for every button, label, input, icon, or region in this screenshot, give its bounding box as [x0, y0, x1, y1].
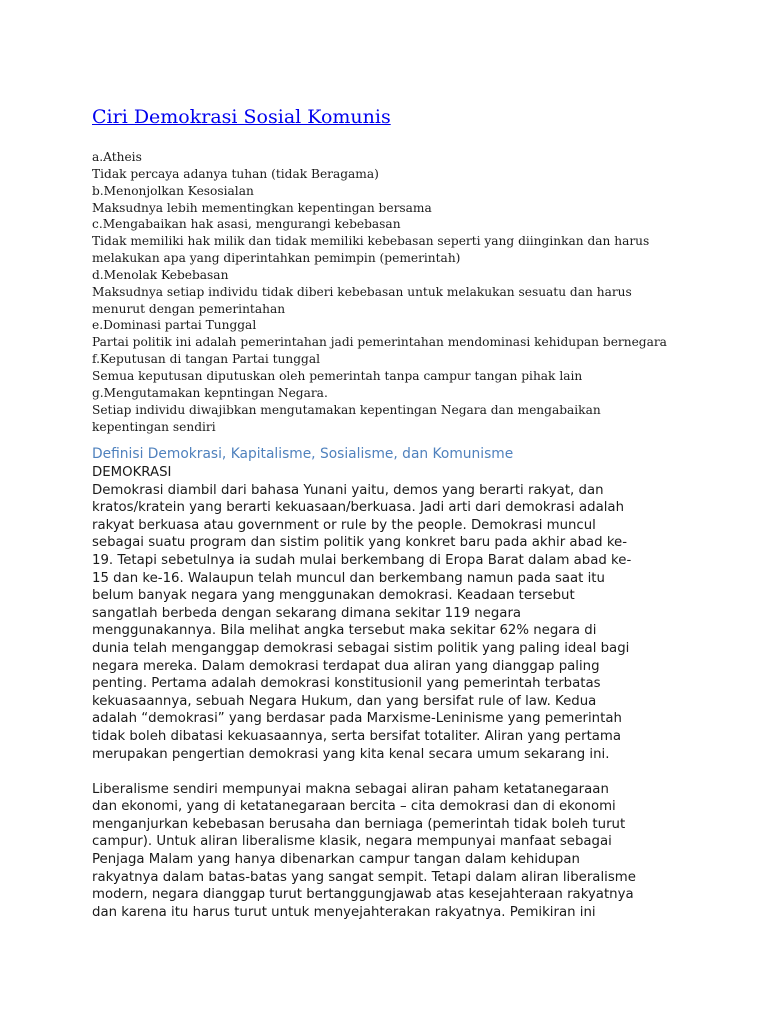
- characteristic-line: d.Menolak Kebebasan: [92, 267, 229, 282]
- characteristic-line: Setiap individu diwajibkan mengutamakan kepentingan Negara dan mengabaikan: [92, 402, 601, 417]
- paragraph-line: 15 dan ke-16. Walaupun telah muncul dan berkembang namun pada saat itu: [92, 570, 605, 586]
- paragraph-line: 19. Tetapi sebetulnya ia sudah mulai berkembang di Eropa Barat dalam abad ke-: [92, 552, 632, 568]
- paragraph-line: campur). Untuk aliran liberalisme klasik, negara mempunyai manfaat sebagai: [92, 834, 612, 850]
- paragraph-line: Demokrasi diambil dari bahasa Yunani yaitu, demos yang berarti rakyat, dan: [92, 482, 604, 498]
- characteristic-line: c.Mengabaikan hak asasi, mengurangi kebebasan: [92, 217, 401, 232]
- characteristics-list: [92, 149, 692, 435]
- characteristic-line: a.Atheis: [92, 150, 142, 164]
- paragraph-line: dunia telah menganggap demokrasi sebagai sistim politik yang paling ideal bagi: [92, 640, 630, 656]
- characteristic-line: g.Mengutamakan kepntingan Negara.: [92, 385, 328, 400]
- section-subheading: DEMOKRASI: [92, 465, 172, 480]
- paragraph-line: sebagai suatu program dan sistim politik yang konkret baru pada akhir abad ke-: [92, 535, 628, 551]
- characteristic-line: menurut dengan pemerintahan: [92, 301, 286, 316]
- characteristic-line: melakukan apa yang diperintahkan pemimpin (pemerintah): [92, 251, 461, 266]
- paragraph-line: modern, negara dianggap turut bertanggungjawab atas kesejahteraan rakyatnya: [92, 887, 634, 903]
- characteristic-line: f.Keputusan di tangan Partai tunggal: [92, 352, 321, 367]
- paragraph-line: negara mereka. Dalam demokrasi terdapat dua aliran yang dianggap paling: [92, 658, 600, 674]
- characteristic-line: Semua keputusan diputuskan oleh pemerintah tanpa campur tangan pihak lain: [92, 368, 583, 383]
- characteristic-line: Tidak memiliki hak milik dan tidak memiliki kebebasan seperti yang diinginkan dan harus: [92, 234, 650, 249]
- article-title-link[interactable]: Ciri Demokrasi Sosial Komunis: [92, 106, 391, 128]
- paragraph-line: Penjaga Malam yang hanya dibenarkan campur tangan dalam kehidupan: [92, 852, 580, 868]
- paragraph-line: menganjurkan kebebasan berusaha dan berniaga (pemerintah tidak boleh turut: [92, 816, 626, 832]
- paragraph-line: Liberalisme sendiri mempunyai makna sebagai aliran paham ketatanegaraan: [92, 781, 609, 797]
- paragraph-line: penting. Pertama adalah demokrasi konstitusionil yang pemerintah terbatas: [92, 676, 601, 692]
- paragraph-line: kekuasaannya, sebuah Negara Hukum, dan yang bersifat rule of law. Kedua: [92, 693, 597, 709]
- paragraph-line: rakyat berkuasa atau government or rule by the people. Demokrasi muncul: [92, 517, 596, 533]
- paragraph-line: rakyatnya dalam batas-batas yang sangat sempit. Tetapi dalam aliran liberalisme: [92, 869, 636, 885]
- paragraph-line: merupakan pengertian demokrasi yang kita kenal secara umum sekarang ini.: [92, 746, 610, 762]
- characteristic-line: Partai politik ini adalah pemerintahan jadi pemerintahan mendominasi kehidupan bernegara: [92, 335, 667, 350]
- paragraph-line: belum banyak negara yang menggunakan demokrasi. Keadaan tersebut: [92, 588, 575, 604]
- paragraph-line: dan ekonomi, yang di ketatanegaraan bercita – cita demokrasi dan di ekonomi: [92, 799, 616, 815]
- paragraph-spacer: [92, 763, 692, 781]
- paragraph-line: dan karena itu harus turut untuk menyejahterakan rakyatnya. Pemikiran ini: [92, 904, 596, 920]
- characteristic-line: b.Menonjolkan Kesosialan: [92, 183, 254, 198]
- characteristic-line: Tidak percaya adanya tuhan (tidak Beragama): [92, 166, 379, 181]
- characteristic-line: e.Dominasi partai Tunggal: [92, 318, 257, 333]
- paragraph-line: menggunakannya. Bila melihat angka tersebut maka sekitar 62% negara di: [92, 623, 597, 639]
- paragraph-line: sangatlah berbeda dengan sekarang dimana sekitar 119 negara: [92, 605, 522, 621]
- characteristic-line: Maksudnya lebih mementingkan kepentingan bersama: [92, 200, 432, 215]
- definition-heading: Definisi Demokrasi, Kapitalisme, Sosialisme, dan Komunisme: [92, 446, 514, 462]
- characteristic-line: kepentingan sendiri: [92, 419, 216, 434]
- democracy-section: [92, 464, 692, 921]
- paragraph-line: adalah “demokrasi” yang berdasar pada Marxisme-Leninisme yang pemerintah: [92, 711, 622, 727]
- characteristic-line: Maksudnya setiap individu tidak diberi kebebasan untuk melakukan sesuatu dan harus: [92, 284, 632, 299]
- paragraph-line: kratos/kratein yang berarti kekuasaan/berkuasa. Jadi arti dari demokrasi adalah: [92, 500, 625, 516]
- paragraph-line: tidak boleh dibatasi kekuasaannya, serta bersifat totaliter. Aliran yang pertama: [92, 728, 622, 744]
